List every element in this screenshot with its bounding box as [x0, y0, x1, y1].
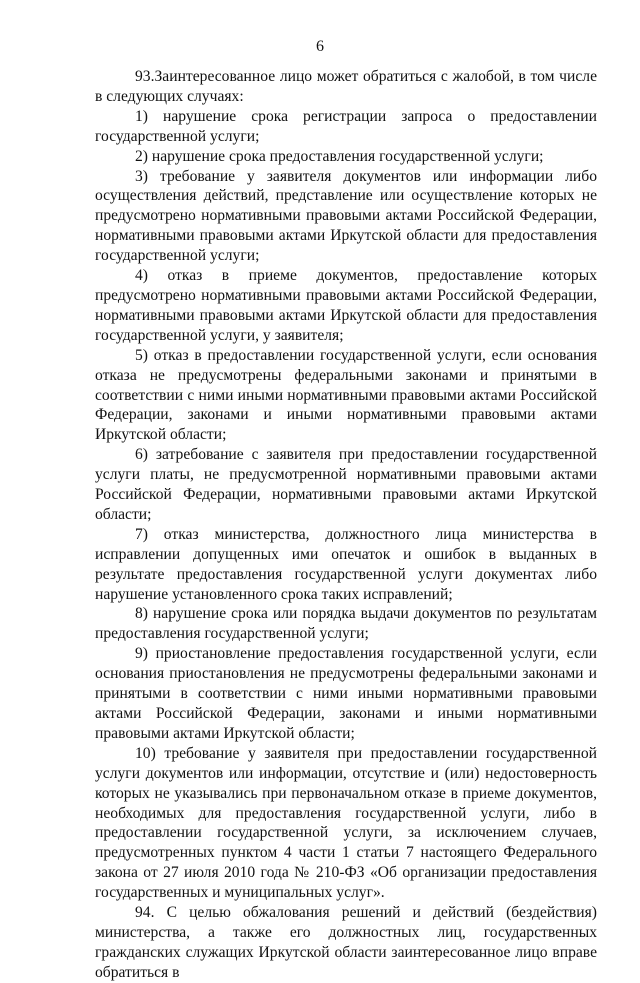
- list-item-9: 9) приостановление предоставления государственной услуги, если основания приостановления не предусмотрены федеральными законами и принятыми в соответствии с ними иными нормативными правовыми актами Российской Федерации, законами и иными нормативными правовыми актами Иркутской области;: [95, 645, 597, 742]
- page-number: 6: [316, 38, 324, 55]
- list-item-3: 3) требование у заявителя документов или информации либо осуществления действий, представление или осуществление которых не предусмотрено нормативными правовыми актами Российской Федерации, нормативными правовыми актами Иркутской области для предоставления государственной услуги;: [95, 167, 597, 265]
- list-item-5: 5) отказ в предоставлении государственной услуги, если основания отказа не предусмотрены федеральными законами и принятыми в соответствии с ними иными нормативными правовыми актами Российской Федерации, законами и иными нормативными правовыми актами Иркутской области;: [95, 346, 597, 444]
- paragraph-93-intro: 93.Заинтересованное лицо может обратиться с жалобой, в том числе в следующих случаях:: [95, 68, 597, 105]
- list-item-2: 2) нарушение срока предоставления государственной услуги;: [135, 147, 544, 165]
- paragraph-94: 94. С целью обжалования решений и действий (бездействия) министерства, а также его должностных лиц, государственных гражданских служащих Иркутской области заинтересованное лицо вправе обратиться в: [95, 904, 597, 981]
- list-item-7: 7) отказ министерства, должностного лица министерства в исправлении допущенных ими опечаток и ошибок в выданных в результате предоставления государственной услуги документах либо нарушение установленного срока таких исправлений;: [95, 525, 597, 603]
- document-body: [95, 67, 597, 983]
- list-item-1: 1) нарушение срока регистрации запроса о предоставлении государственной услуги;: [95, 107, 597, 145]
- list-item-8: 8) нарушение срока или порядка выдачи документов по результатам предоставления государственной услуги;: [95, 605, 597, 643]
- list-item-4: 4) отказ в приеме документов, предоставление которых предусмотрено нормативными правовыми актами Российской Федерации, нормативными правовыми актами Иркутской области для предоставления государственной услуги, у заявителя;: [95, 267, 597, 344]
- list-item-6: 6) затребование с заявителя при предоставлении государственной услуги платы, не предусмотренной нормативными правовыми актами Российской Федерации, нормативными правовыми актами Иркутской области;: [95, 446, 597, 523]
- list-item-10: 10) требование у заявителя при предоставлении государственной услуги документов или информации, отсутствие и (или) недостоверность которых не указывались при первоначальном отказе в приеме документов, необходимых для предоставления государственной услуги, либо в предоставлении государственной услуги, за исключением случаев, предусмотренных пунктом 4 части 1 статьи 7 настоящего Федерального закона от 27 июля 2010 года № 210-ФЗ «Об организации предоставления государственных и муниципальных услуг».: [95, 744, 597, 902]
